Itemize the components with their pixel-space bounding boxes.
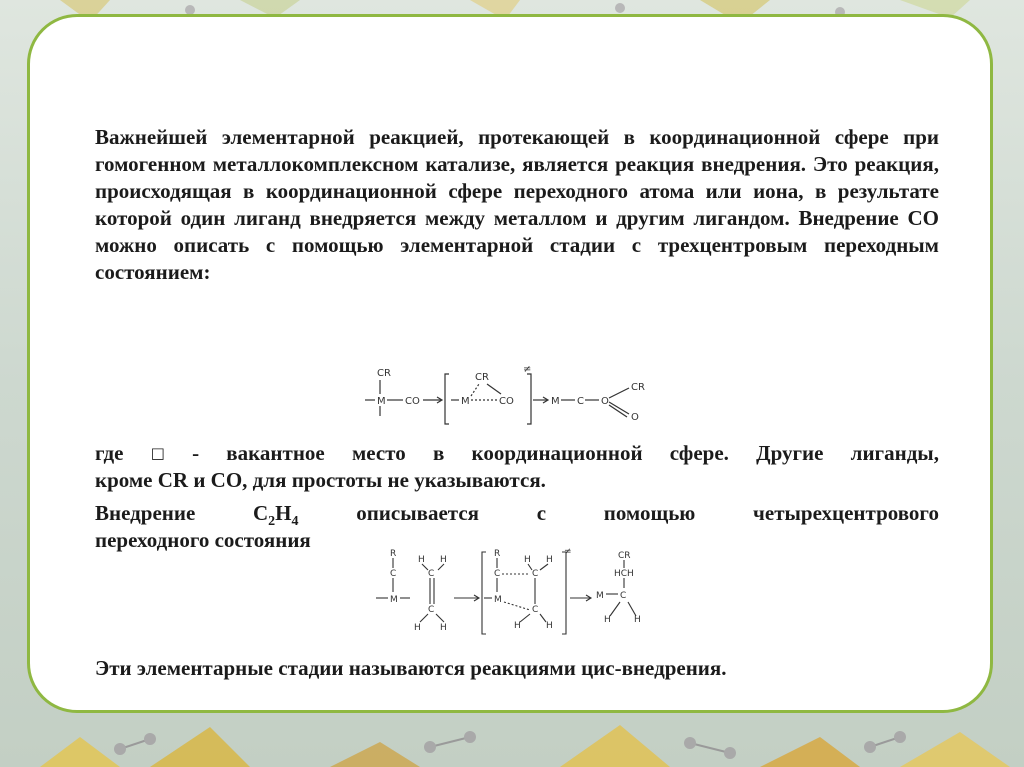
scheme1-label-m-product: M <box>551 396 560 407</box>
scheme2-label-h4: H <box>440 623 447 633</box>
scheme2-label-m: M <box>390 595 398 605</box>
scheme1-label-cr-ts: CR <box>475 372 489 383</box>
scheme2-label-c: C <box>390 569 397 579</box>
c2h4-line-2: переходного состояния <box>95 528 311 552</box>
scheme1-label-cr-product: CR <box>631 382 645 393</box>
where-word-5: место <box>351 441 406 465</box>
where-word-8: сфере. <box>669 441 729 465</box>
scheme2-label-h2: H <box>440 555 447 565</box>
scheme2-prod-m: M <box>596 591 604 601</box>
where-word-1: где <box>95 441 124 465</box>
scheme2-ts-c: C <box>494 569 501 579</box>
scheme2-prod-hch: HCH <box>614 569 634 579</box>
where-word-7: координационной <box>471 441 643 465</box>
where-word-dash: - <box>192 441 200 465</box>
scheme2-ts-h1: H <box>524 555 531 565</box>
where-word-4: вакантное <box>226 441 325 465</box>
scheme1-label-o-product: O <box>601 396 609 407</box>
where-line-2: кроме CR и CO, для простоты не указываются. <box>95 468 546 492</box>
scheme2-label-r: R <box>390 549 397 559</box>
where-word-10: лиганды, <box>850 441 939 465</box>
where-line-1 <box>95 440 939 467</box>
scheme2-ts-m: M <box>494 595 502 605</box>
vacant-site-symbol: □ <box>150 444 165 462</box>
scheme2-prod-h1: H <box>604 615 611 625</box>
scheme2-prod-cr: CR <box>618 551 631 561</box>
scheme1-label-cr: CR <box>377 368 391 379</box>
scheme2-label-c1: C <box>428 569 435 579</box>
where-word-6: в <box>432 441 445 465</box>
scheme2-label-h3: H <box>414 623 421 633</box>
scheme2-ts-h4: H <box>546 621 553 631</box>
intro-paragraph: Важнейшей элементарной реакцией, протекающей в координационной сфере при гомогенном металлокомплексном катализе, является реакция внедрения. Это реакция, происходящая в координационной сфере переходного атома или иона, в результате которой один лиганд внедряется между металлом и другим лигандом. Внедрение CO можно описать с помощью элементарной стадии с трехцентровым переходным состоянием: <box>95 125 939 284</box>
scheme2-ts-r: R <box>494 549 501 559</box>
conclusion-line: Эти элементарные стадии называются реакциями цис-внедрения. <box>95 656 727 680</box>
scheme2-prod-c: C <box>620 591 627 601</box>
scheme2-ts-c2: C <box>532 605 539 615</box>
scheme1-label-o-double: O <box>631 412 639 423</box>
scheme1-label-co-ts: CO <box>499 396 514 407</box>
where-word-9: Другие <box>756 441 824 465</box>
c2h4-word-3: с <box>536 501 547 525</box>
scheme1-label-co: CO <box>405 396 420 407</box>
c2h4-word-2: описывается <box>356 501 480 525</box>
formula-sub-2: 2 <box>268 514 276 530</box>
scheme1-bracket-mark: ≠ <box>523 364 532 375</box>
scheme2-prod-h2: H <box>634 615 641 625</box>
scheme2-ts-h2: H <box>546 555 553 565</box>
scheme2-label-c2: C <box>428 605 435 615</box>
scheme1-label-c-product: C <box>577 396 584 407</box>
scheme1-label-m: M <box>377 396 386 407</box>
formula-h: H <box>275 501 292 525</box>
c2h4-word-5: четырехцентрового <box>753 501 939 525</box>
co-insertion-scheme <box>363 362 663 434</box>
scheme2-ts-c1: C <box>532 569 539 579</box>
scheme2-ts-h3: H <box>514 621 521 631</box>
formula-c: C <box>252 501 269 525</box>
scheme1-label-m-ts: M <box>461 396 470 407</box>
c2h4-word-1: Внедрение <box>95 501 196 525</box>
scheme2-bracket-mark: ≠ <box>564 547 572 557</box>
formula-sub-4: 4 <box>291 514 299 530</box>
scheme2-label-h1: H <box>418 555 425 565</box>
c2h4-word-4: помощью <box>603 501 696 525</box>
ethylene-insertion-scheme <box>374 546 654 638</box>
